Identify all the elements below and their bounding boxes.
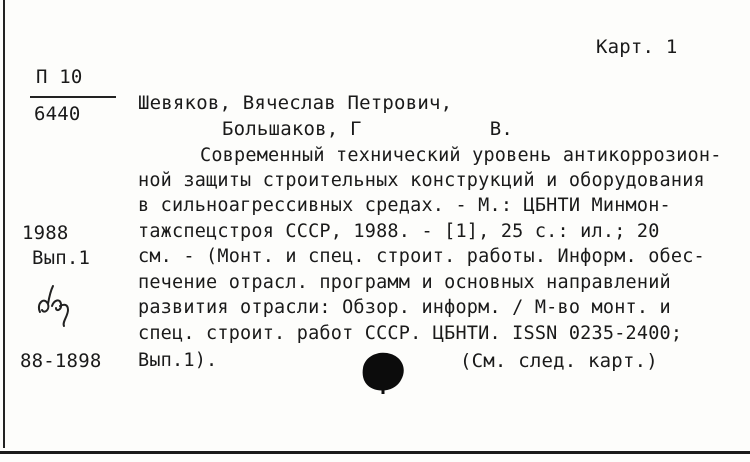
description-line-8: спец. строит. работ СССР. ЦБНТИ. ISSN 0235-2400;	[138, 323, 683, 344]
issue-number: Вып.1	[32, 247, 91, 269]
description-line-3: в сильноагрессивных средах. - М.: ЦБНТИ Минмон-	[138, 195, 671, 216]
card-number: Карт. 1	[596, 36, 678, 58]
shelfmark-divider	[30, 96, 116, 98]
description-line-5: см. - (Монт. и спец. строит. работы. Информ. обес-	[138, 246, 705, 267]
description-line-9: Вып.1).	[138, 350, 218, 371]
year: 1988	[22, 222, 69, 244]
author-primary: Шевяков, Вячеслав Петрович,	[138, 92, 453, 114]
description-line-1: Современный технический уровень антикоррозион-	[200, 145, 722, 166]
card-left-edge	[3, 0, 5, 448]
ink-blot	[357, 348, 409, 394]
shelfmark-top: П 10	[36, 66, 83, 88]
description-line-4: тажспецстроя СССР, 1988. - [1], 25 с.: ил.; 20	[138, 221, 660, 242]
description-line-2: ной защиты строительных конструкций и оборудования	[138, 170, 705, 191]
continued-note: (См. след. карт.)	[460, 350, 658, 372]
shelfmark-bottom: 6440	[34, 103, 81, 125]
description-line-7: развития отрасли: Обзор. информ. / М-во монт. и	[138, 297, 671, 318]
handwritten-mark-icon	[34, 282, 74, 328]
accession-number: 88-1898	[20, 350, 102, 372]
description-line-6: печение отрасл. программ и основных направлений	[138, 272, 671, 293]
author-secondary: Большаков, Г В.	[222, 118, 513, 140]
card-bottom-edge	[0, 451, 750, 454]
